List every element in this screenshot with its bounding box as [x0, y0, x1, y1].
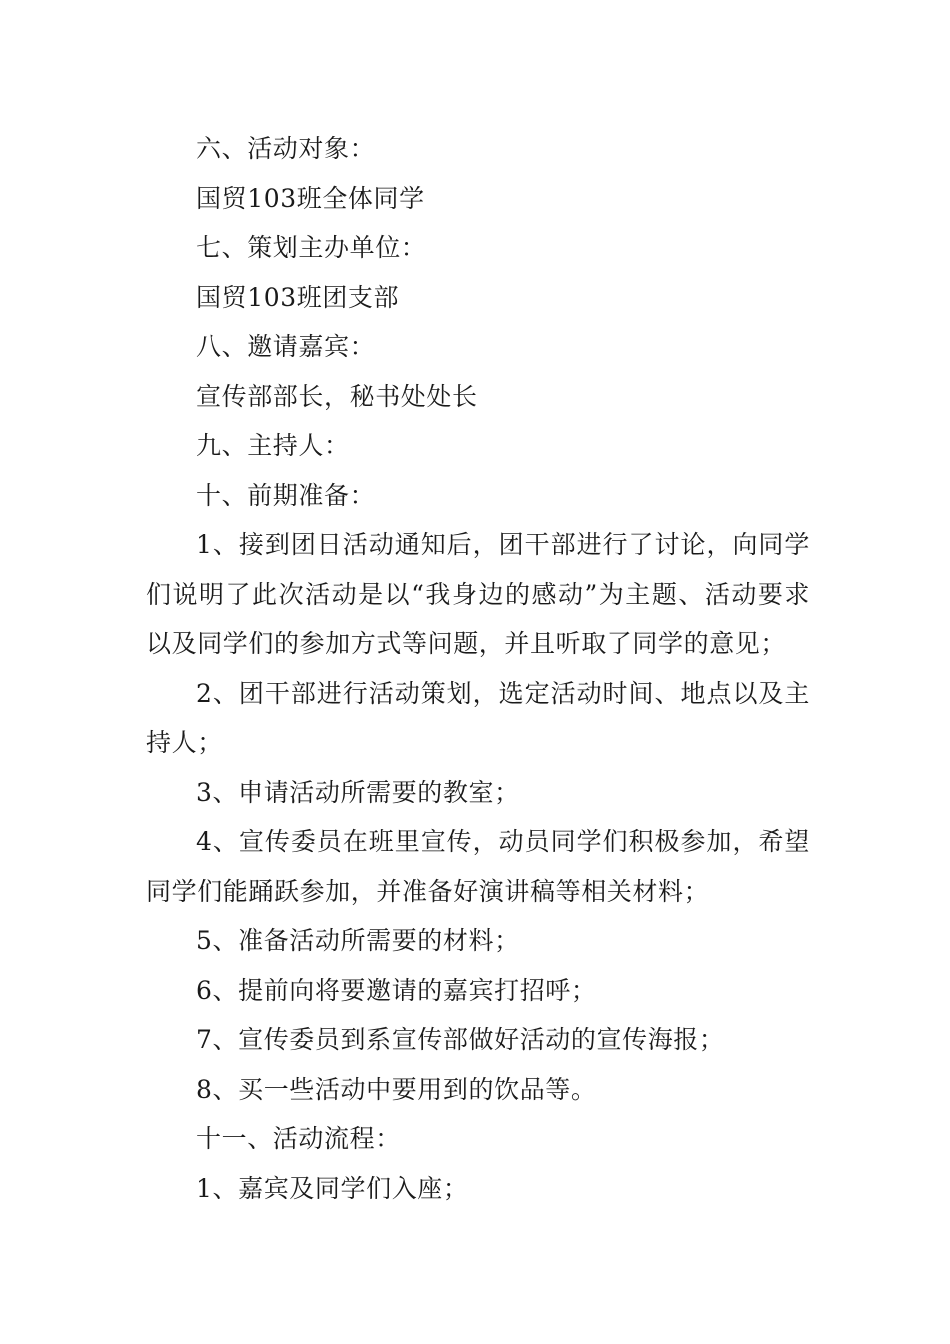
paragraph-process-1: 1、嘉宾及同学们入座；: [196, 1173, 469, 1203]
paragraph-target-audience-heading: 六、活动对象：: [196, 134, 376, 163]
paragraph-guests: 宣传部部长，秘书处处长: [196, 381, 478, 411]
paragraph-organizer: 国贸103班团支部: [196, 282, 400, 312]
paragraph-preparation-heading: 十、前期准备：: [196, 480, 376, 510]
paragraph-preparation-7: 7、宣传委员到系宣传部做好活动的宣传海报；: [196, 1025, 725, 1054]
paragraph-guests-heading: 八、邀请嘉宾：: [196, 332, 376, 361]
paragraph-preparation-6: 6、提前向将要邀请的嘉宾打招呼；: [196, 975, 597, 1005]
paragraph-preparation-5: 5、准备活动所需要的材料；: [196, 926, 520, 955]
paragraph-preparation-1: 1、接到团日活动通知后，团干部进行了讨论，向同学们说明了此次活动是以“我身边的感动”为主题、活动要求以及同学们的参加方式等问题，并且听取了同学的意见；: [146, 530, 810, 658]
paragraph-target-audience: 国贸103班全体同学: [196, 183, 425, 213]
paragraph-organizer-heading: 七、策划主办单位：: [196, 233, 427, 262]
document-body: [146, 124, 810, 1213]
paragraph-preparation-4: 4、宣传委员在班里宣传，动员同学们积极参加，希望同学们能踊跃参加，并准备好演讲稿等相关材料；: [146, 827, 810, 906]
paragraph-host-heading: 九、主持人：: [196, 431, 350, 460]
paragraph-process-heading: 十一、活动流程：: [196, 1124, 401, 1153]
paragraph-preparation-8: 8、买一些活动中要用到的饮品等。: [196, 1074, 597, 1104]
paragraph-preparation-2: 2、团干部进行活动策划，选定活动时间、地点以及主持人；: [146, 678, 810, 757]
paragraph-preparation-3: 3、申请活动所需要的教室；: [196, 777, 520, 807]
